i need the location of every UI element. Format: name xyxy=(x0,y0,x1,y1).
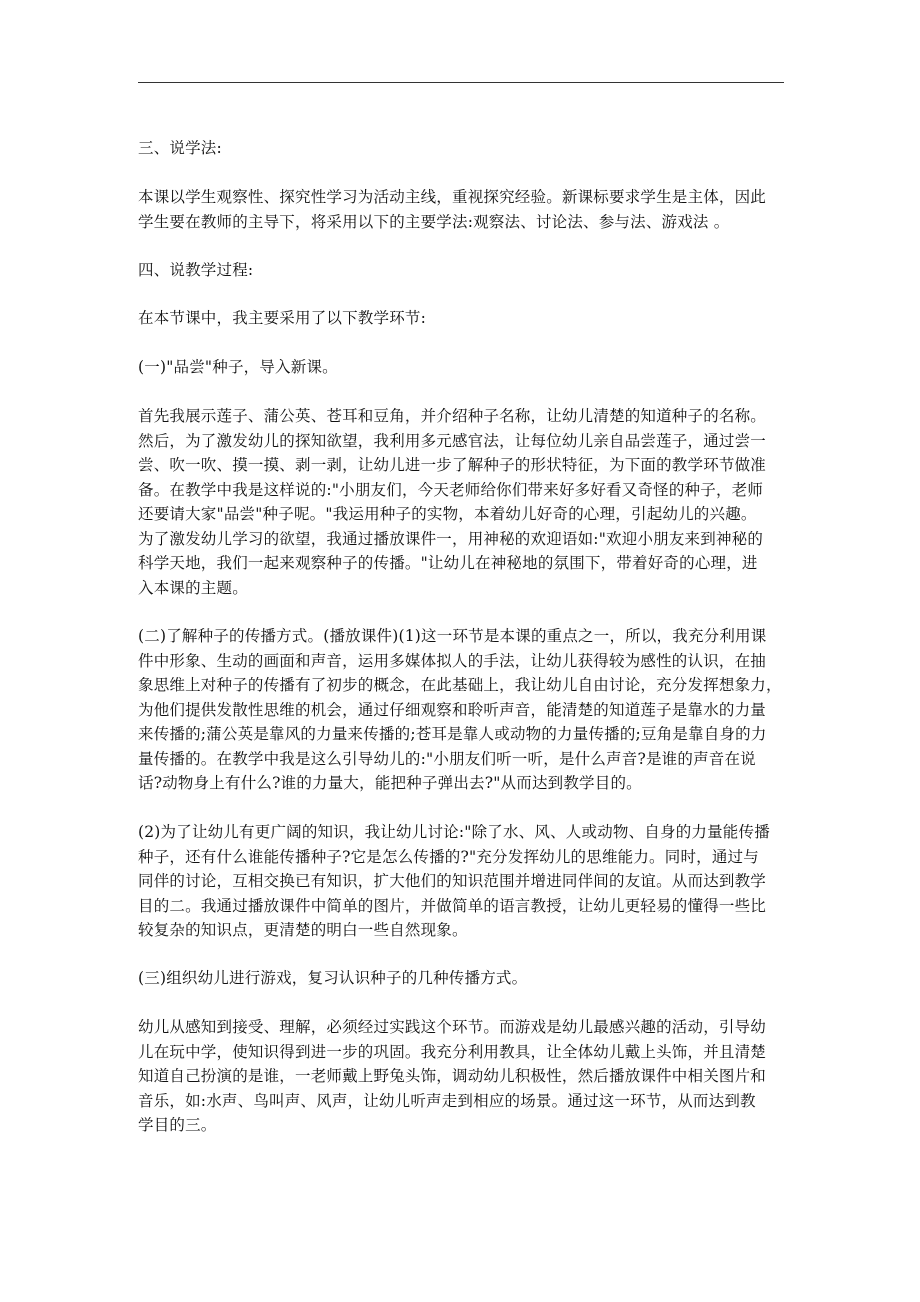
paragraph-step-three: 幼儿从感知到接受、理解，必须经过实践这个环节。而游戏是幼儿最感兴趣的活动，引导幼 儿在玩中学，使知识得到进一步的巩固。我充分利用教具，让全体幼儿戴上头饰，并且清楚 知道自己扮演的是谁，一老师戴上野兔头饰，调动幼儿积极性，然后播放课件中相关图片和 音乐，如:水声、鸟叫声、风声，让幼儿听声走到相应的场景。通过这一环节，从而达到教 学目的三。 xyxy=(138,1018,767,1134)
paragraph-step-two: (二)了解种子的传播方式。(播放课件)(1)这一环节是本课的重点之一，所以，我充分利用课 件中形象、生动的画面和声音，运用多媒体拟人的手法，让幼儿获得较为感性的认识，在抽 象思维上对种子的传播有了初步的概念，在此基础上，我让幼儿自由讨论，充分发挥想象力， 为他们提供发散性思维的机会，通过仔细观察和聆听声音，能清楚的知道莲子是靠水的力量 来传播的;蒲公英是靠风的力量来传播的;苍耳是靠人或动物的力量传播的;豆角是靠自身的力 量传播的。在教学中我是这么引导幼儿的:"小朋友们听一听，是什么声音?是谁的声音在说 话?动物身上有什么?谁的力量大，能把种子弹出去?"从而达到教学目的。 xyxy=(138,627,782,792)
paragraph-learning-methods: 本课以学生观察性、探究性学习为活动主线，重视探究经验。新课标要求学生是主体，因此 学生要在教师的主导下，将采用以下的主要学法:观察法、讨论法、参与法、游戏法 。 xyxy=(138,188,767,231)
section-heading-learning-methods: 三、说学法: xyxy=(138,139,222,157)
paragraph-step-one: 首先我展示莲子、蒲公英、苍耳和豆角，并介绍种子名称，让幼儿清楚的知道种子的名称。 然后，为了激发幼儿的探知欲望，我利用多元感官法，让每位幼儿亲自品尝莲子，通过尝一 尝、吹一吹、摸一摸、剥一剥，让幼儿进一步了解种子的形状特征，为下面的教学环节做准 备。在教学中我是这样说的:"小朋友们，今天老师给你们带来好多好看又奇怪的种子，老师 还要请大家"品尝"种子呢。"我运用种子的实物，本着幼儿好奇的心理，引起幼儿的兴趣。 为了激发幼儿学习的欲望，我通过播放课件一，用神秘的欢迎语如:"欢迎小朋友来到神秘的 科学天地，我们一起来观察种子的传播。"让幼儿在神秘地的氛围下，带着好奇的心理，进 入本课的主题。 xyxy=(138,407,767,597)
section-heading-teaching-process: 四、说教学过程: xyxy=(138,261,254,279)
paragraph-intro: 在本节课中，我主要采用了以下教学环节: xyxy=(138,309,427,327)
subheading-step-three: (三)组织幼儿进行游戏，复习认识种子的几种传播方式。 xyxy=(138,969,528,987)
paragraph-step-two-part-two: (2)为了让幼儿有更广阔的知识，我让幼儿讨论:"除了水、风、人或动物、自身的力量能传播 种子，还有什么谁能传播种子?它是怎么传播的?"充分发挥幼儿的思维能力。同时，通过与 同伴的讨论，互相交换已有知识，扩大他们的知识范围并增进同伴间的友谊。从而达到教学 目的二。我通过播放课件中简单的图片，并做简单的语言教授，让幼儿更轻易的懂得一些比 较复杂的知识点，更清楚的明白一些自然现象。 xyxy=(138,823,770,939)
subheading-step-one: (一)"品尝"种子，导入新课。 xyxy=(138,358,338,376)
header-rule xyxy=(138,82,784,83)
